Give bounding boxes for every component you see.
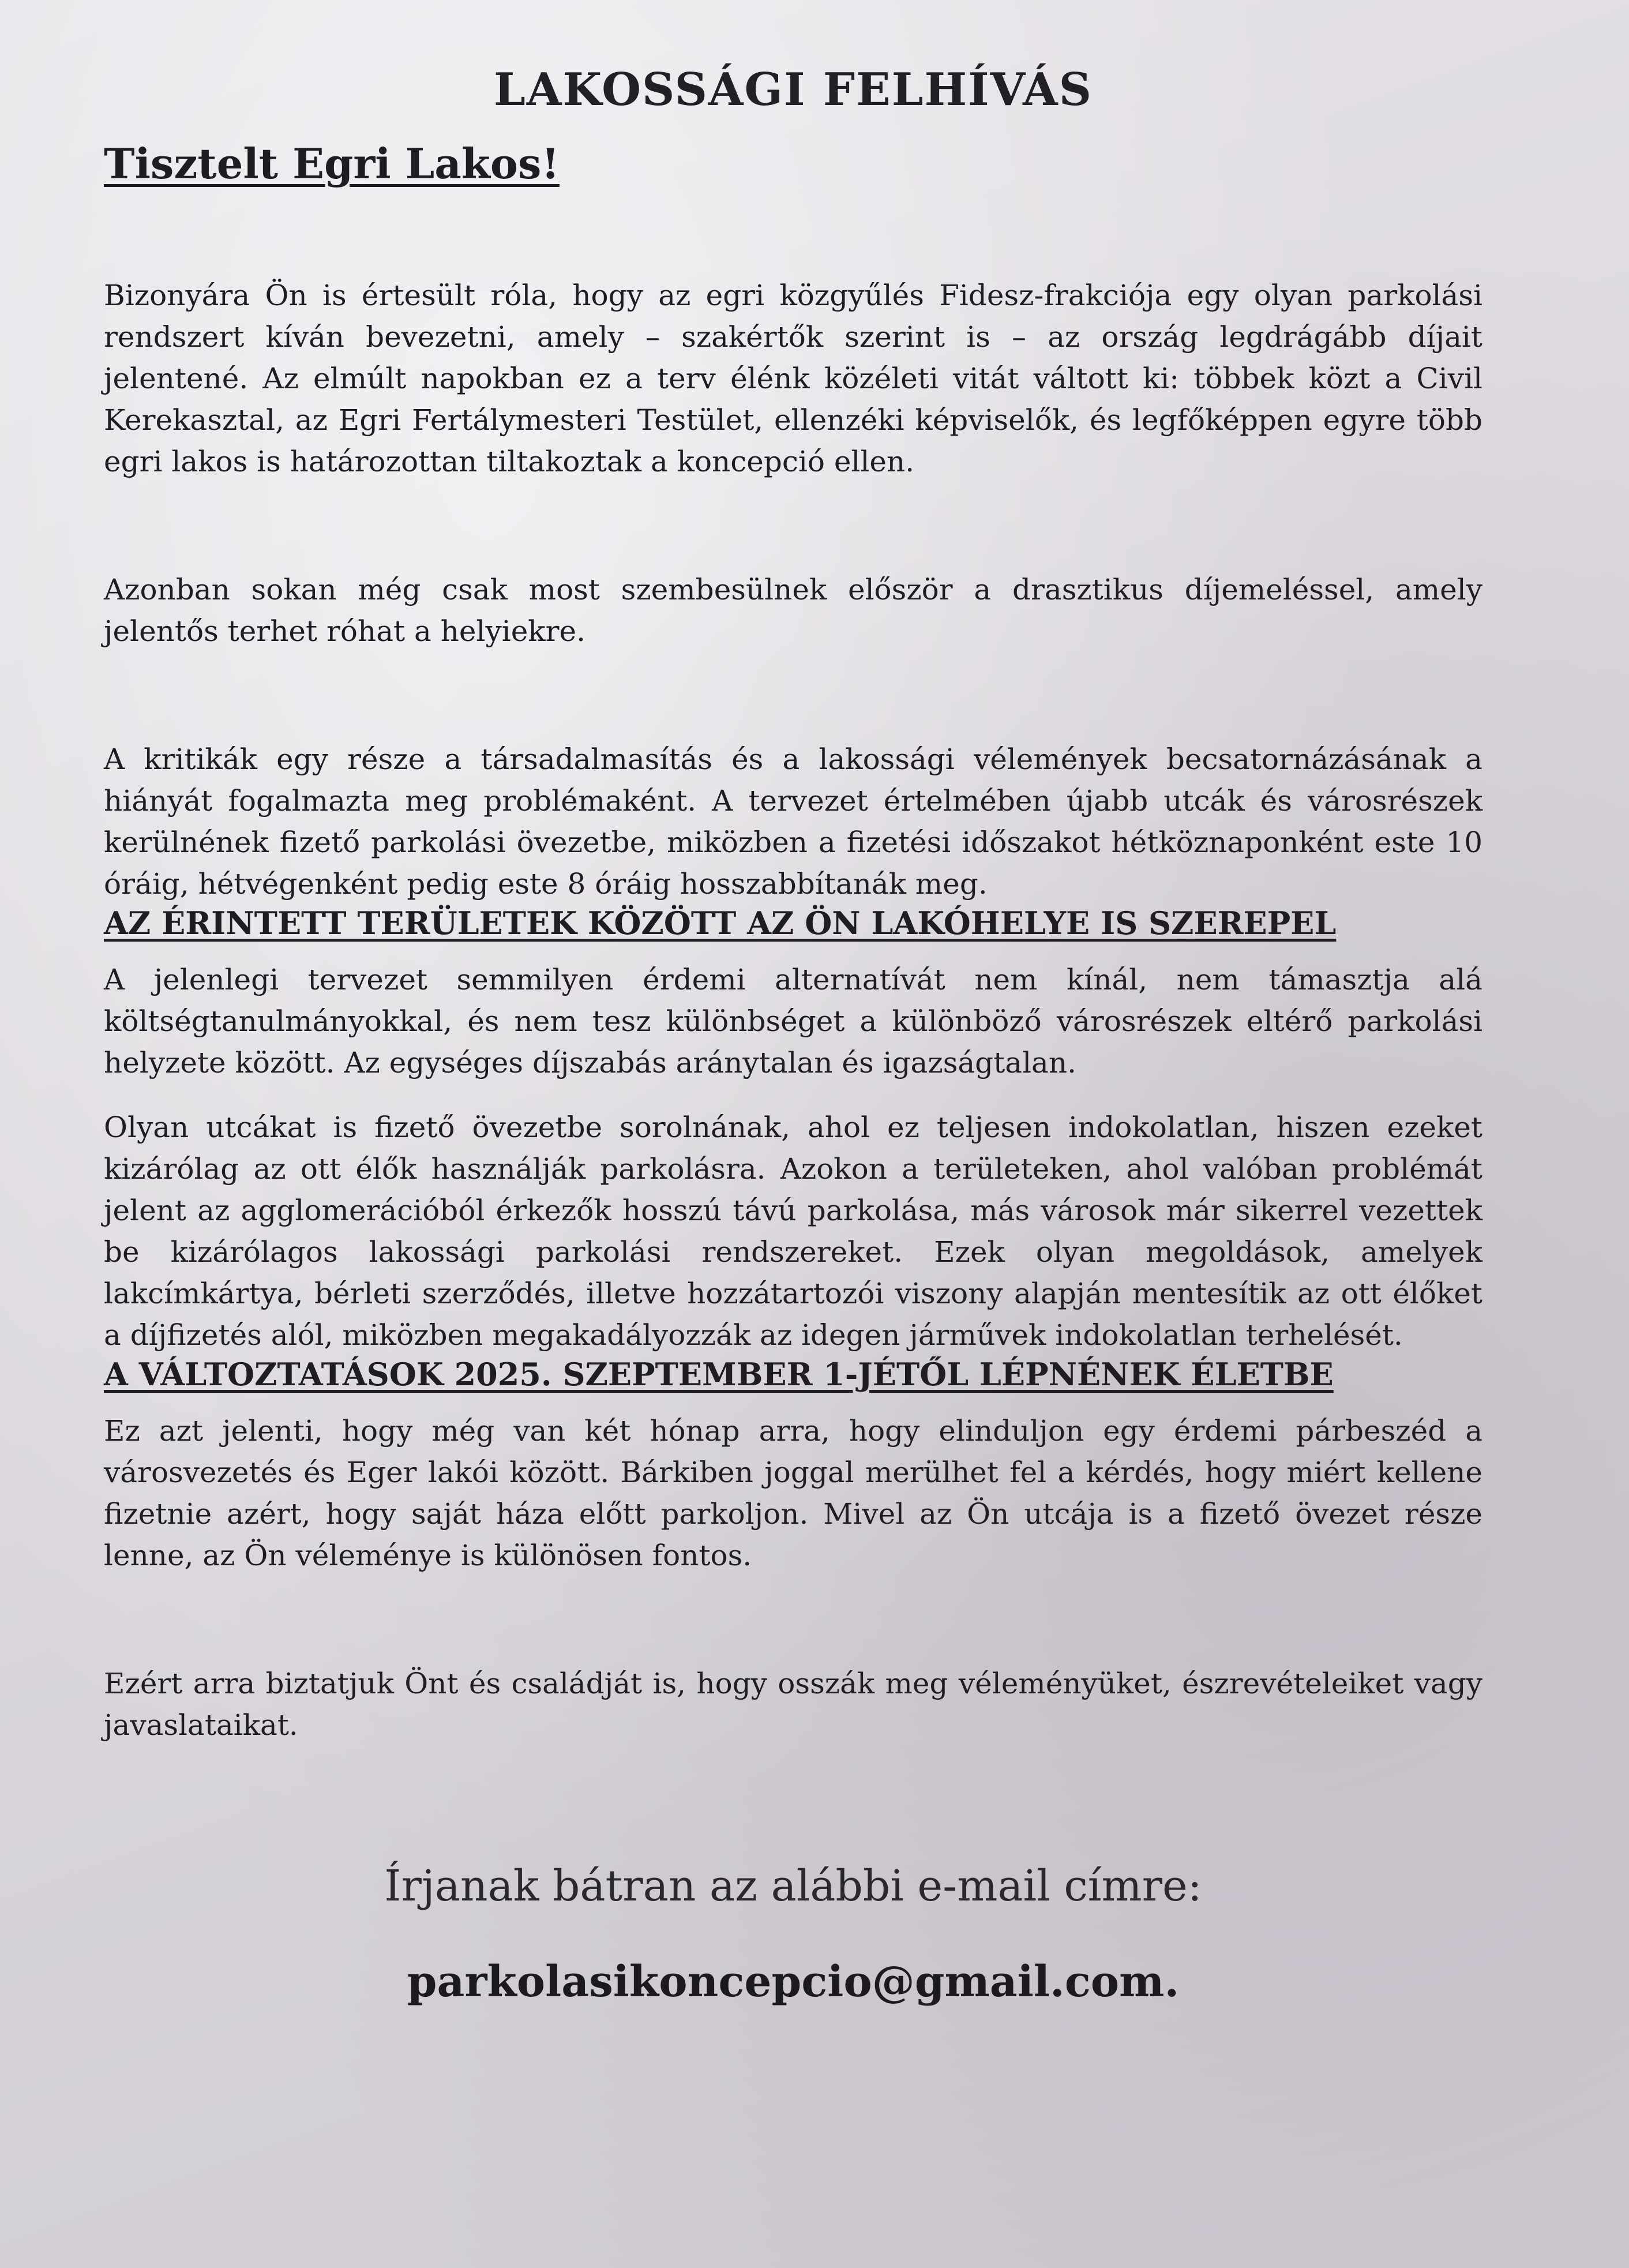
call-to-action: Írjanak bátran az alábbi e-mail címre:: [384, 1861, 1202, 1911]
encouragement-paragraph: Ezért arra biztatjuk Önt és családját is, hogy osszák meg véleményüket, észrevételeiket vagy javaslataikat.: [104, 1667, 1482, 1742]
contact-email: parkolasikoncepcio@gmail.com.: [407, 1957, 1180, 2007]
residential-parking-paragraph: Olyan utcákat is fizető övezetbe sorolnának, ahol ez teljesen indokolatlan, hiszen ezeket kizárólag az ott élők használják parkolásra. Azokon a területeken, ahol valóban problémát jelent az agglomerációból érkezők hosszú távú parkolása, más városok már sikerrel vezettek be kizárólagos lakossági parkolási rendszereket. Ezek olyan megoldások, amelyek lakcímkártya, bérleti szerződés, illetve hozzátartozói viszony alapján mentesítik az ott élőket a díjfizetés alól, miközben megakadályozzák az idegen járművek indokolatlan terhelését.: [104, 1111, 1482, 1352]
flyer-title: LAKOSSÁGI FELHÍVÁS: [494, 63, 1093, 116]
flyer-content: [104, 63, 1482, 2007]
alternatives-paragraph: A jelenlegi tervezet semmilyen érdemi alternatívát nem kínál, nem támasztja alá költségtanulmányokkal, és nem tesz különbséget a különböző városrészek eltérő parkolási helyzete között. Az egységes díjszabás aránytalan és igazságtalan.: [104, 963, 1482, 1079]
awareness-paragraph: Azonban sokan még csak most szembesülnek először a drasztikus díjemeléssel, amely jelentős terhet róhat a helyiekre.: [104, 573, 1482, 648]
dialogue-paragraph: Ez azt jelenti, hogy még van két hónap arra, hogy elinduljon egy érdemi párbeszéd a városvezetés és Eger lakói között. Bárkiben joggal merülhet fel a kérdés, hogy miért kellene fizetnie azért, hogy saját háza előtt parkoljon. Mivel az Ön utcája is a fizető övezet része lenne, az Ön véleménye is különösen fontos.: [104, 1414, 1482, 1572]
affected-areas-heading: AZ ÉRINTETT TERÜLETEK KÖZÖTT AZ ÖN LAKÓHELYE IS SZEREPEL: [104, 905, 1337, 942]
effective-date-heading: A VÁLTOZTATÁSOK 2025. SZEPTEMBER 1-JÉTŐL LÉPNÉNEK ÉLETBE: [104, 1356, 1334, 1393]
intro-paragraph: Bizonyára Ön is értesült róla, hogy az egri közgyűlés Fidesz-frakciója egy olyan parkolási rendszert kíván bevezetni, amely – szakértők szerint is – az ország legdrágább díjait jelentené. Az elmúlt napokban ez a terv élénk közéleti vitát váltott ki: többek közt a Civil Kerekasztal, az Egri Fertálymesteri Testület, ellenzéki képviselők, és legfőképpen egyre több egri lakos is határozottan tiltakoztak a koncepció ellen.: [104, 279, 1482, 478]
salutation: Tisztelt Egri Lakos!: [104, 139, 560, 188]
criticism-paragraph: A kritikák egy része a társadalmasítás és a lakossági vélemények becsatornázásának a hiányát fogalmazta meg problémaként. A tervezet értelmében újabb utcák és városrészek kerülnének fizető parkolási övezetbe, miközben a fizetési időszakot hétköznaponként este 10 óráig, hétvégenként pedig este 8 óráig hosszabbítanák meg.: [104, 743, 1482, 901]
